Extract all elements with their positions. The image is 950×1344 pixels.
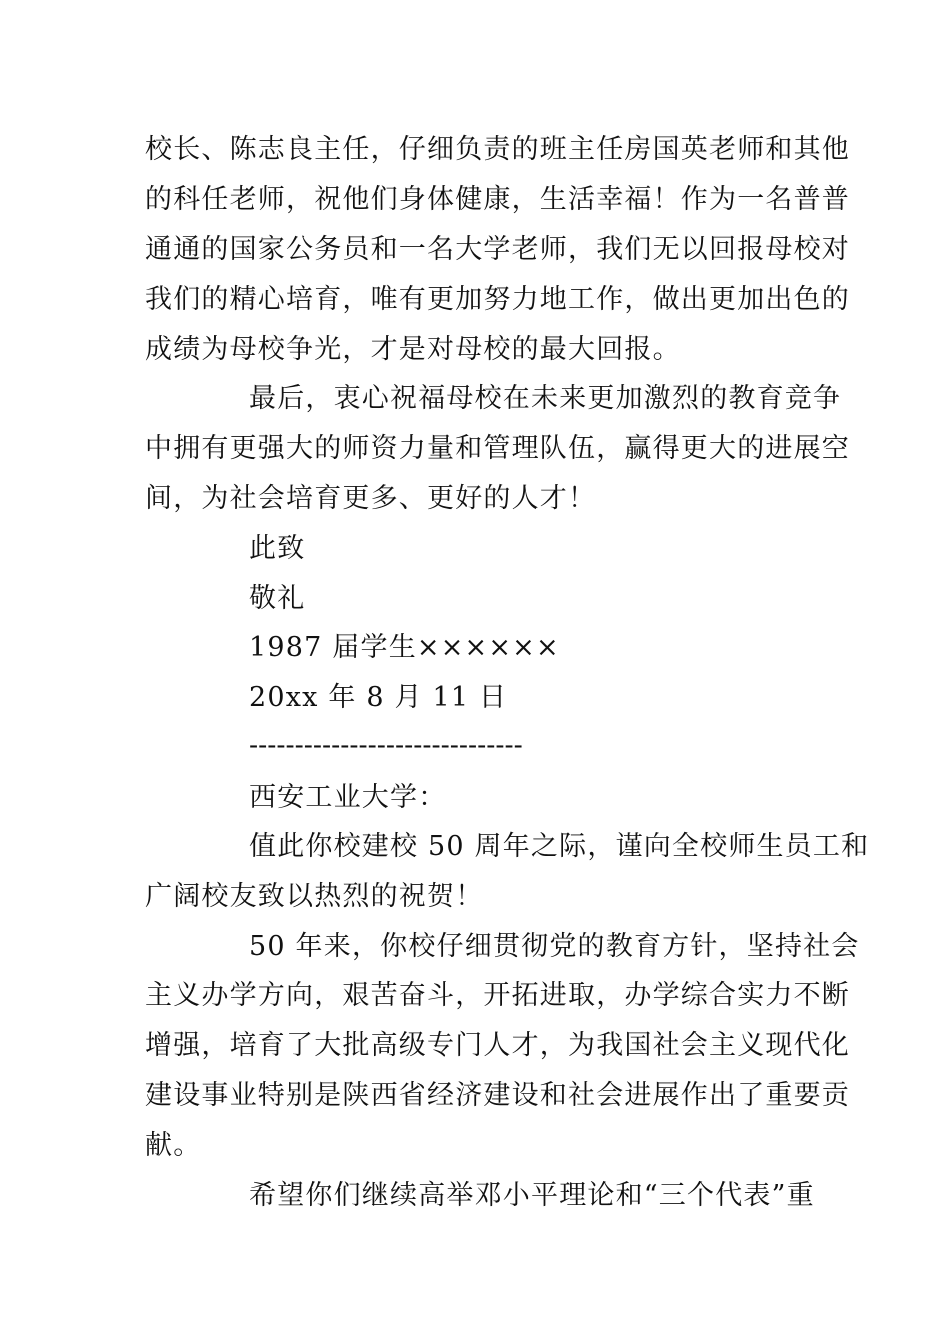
paragraph-line: 50 年来，你校仔细贯彻党的教育方针，坚持社会 [249,931,860,962]
letter-date: 20xx 年 8 月 11 日 [249,682,508,713]
signature: 1987 届学生×××××× [249,632,560,663]
paragraph-line: 间，为社会培育更多、更好的人才！ [145,483,597,514]
paragraph-line: 校长、陈志良主任，仔细负责的班主任房国英老师和其他 [145,134,850,165]
paragraph-line: 成绩为母校争光，才是对母校的最大回报。 [145,334,681,365]
paragraph-line: 的科任老师，祝他们身体健康，生活幸福！作为一名普普 [145,184,850,215]
paragraph-line: 希望你们继续高举邓小平理论和“三个代表”重 [249,1180,815,1211]
addressee: 西安工业大学： [249,782,447,813]
paragraph-line: 通通的国家公务员和一名大学老师，我们无以回报母校对 [145,234,850,265]
paragraph-line: 广阔校友致以热烈的祝贺！ [145,881,484,912]
paragraph-line: 值此你校建校 50 周年之际，谨向全校师生员工和 [249,831,870,862]
paragraph-line: 建设事业特别是陕西省经济建设和社会进展作出了重要贡 [145,1080,850,1111]
paragraph-line: 主义办学方向，艰苦奋斗，开拓进取，办学综合实力不断 [145,980,850,1011]
closing-salutation: 敬礼 [249,583,306,614]
paragraph-line: 增强，培育了大批高级专门人才，为我国社会主义现代化 [145,1030,850,1061]
paragraph-line: 献。 [145,1130,202,1161]
paragraph-line: 最后，衷心祝福母校在未来更加激烈的教育竞争 [249,383,842,414]
closing-salutation: 此致 [249,533,306,564]
separator-line: ------------------------------ [249,730,523,761]
paragraph-line: 我们的精心培育，唯有更加努力地工作，做出更加出色的 [145,284,850,315]
paragraph-line: 中拥有更强大的师资力量和管理队伍，赢得更大的进展空 [145,433,850,464]
